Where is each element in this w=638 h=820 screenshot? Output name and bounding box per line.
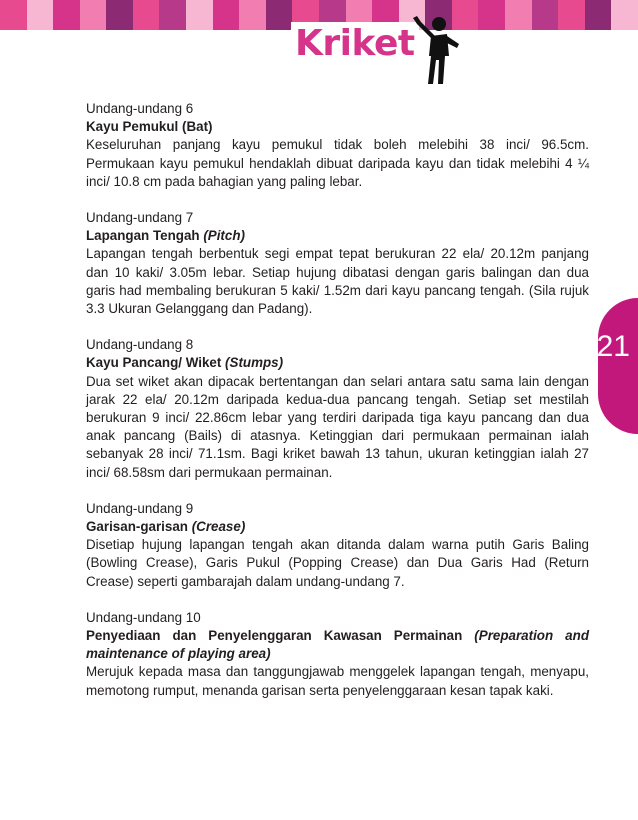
heading-text: Kayu Pemukul (Bat): [86, 119, 213, 135]
section-law-8: [86, 336, 589, 482]
heading-english: (Preparation and maintenance of playing area): [86, 628, 589, 662]
section-heading: [86, 118, 589, 136]
law-number: Undang-undang 7: [86, 210, 194, 226]
section-heading: [86, 354, 589, 372]
header-stripe: [159, 0, 186, 30]
heading-text: Kayu Pancang/ Wiket: [86, 355, 226, 371]
heading-english: (Stumps): [225, 355, 284, 371]
page-number: 21: [596, 330, 630, 363]
law-number: Undang-undang 9: [86, 500, 194, 516]
law-number: Undang-undang 6: [86, 101, 194, 116]
header-stripe: [611, 0, 638, 30]
section-heading: [86, 627, 589, 663]
section-body: Dua set wiket akan dipacak bertentangan dan selari antara satu sama lain dengan jarak 22 ela/ 20.12m daripada kedua-dua pancang tengah. Setiap set mestilah berukuran 9 inci/ 22.86cm lebar yang terdiri daripada tiga kayu pancang dan dua anak pancang (Bails) di atasnya. Ketinggian dari permukaan permainan ialah sebanyak 28 inci/ 71.1sm. Bagi kriket bawah 13 tahun, ukuran ketinggian ialah 27 inci/ 68.58sm dari permukaan permainan.: [86, 373, 589, 480]
header-stripe: [106, 0, 133, 30]
section-law-6: [86, 100, 589, 191]
header-stripe: [80, 0, 107, 30]
header-stripe: [0, 0, 27, 30]
header-stripe: [266, 0, 293, 30]
heading-english: (Pitch): [203, 228, 245, 244]
heading-english: (Crease): [191, 519, 246, 535]
header-stripe: [585, 0, 612, 30]
header-stripe: [53, 0, 80, 30]
section-body: Merujuk kepada masa dan tanggungjawab menggelek lapangan tengah, menyapu, memotong rumput, menanda garisan serta penyelenggaraan kesan tapak kaki.: [86, 664, 589, 698]
header-stripe: [133, 0, 160, 30]
section-body: Disetiap hujung lapangan tengah akan ditanda dalam warna putih Garis Baling (Bowling Crease), Garis Pukul (Popping Crease) dan Dua Garis Had (Return Crease) seperti gambarajah dalam undang-undang 7.: [86, 537, 589, 589]
section-law-9: [86, 500, 589, 591]
page-title: Kriket: [291, 22, 419, 66]
section-body: Keseluruhan panjang kayu pemukul tidak boleh melebihi 38 inci/ 96.5cm. Permukaan kayu pemukul hendaklah dibuat daripada kayu dan tidak melebihi 4 ¼ inci/ 10.8 cm pada bahagian yang paling lebar.: [86, 137, 589, 189]
header-stripe: [213, 0, 240, 30]
law-number: Undang-undang 10: [86, 609, 201, 625]
heading-text: Garisan-garisan: [86, 519, 192, 535]
header-stripe: [27, 0, 54, 30]
section-law-10: [86, 609, 589, 700]
header-stripe: [532, 0, 559, 30]
section-law-7: [86, 209, 589, 318]
page-number-tab: [598, 298, 638, 434]
cricket-batsman-icon: [409, 14, 469, 86]
section-body: Lapangan tengah berbentuk segi empat tepat berukuran 22 ela/ 20.12m panjang dan 10 kaki/ 3.05m lebar. Setiap hujung dibatasi dengan garis balingan dan dua garis had membaling berukuran 5 kaki/ 1.52m dari kayu pancang tengah. (Sila rujuk 3.3 Ukuran Gelanggang dan Padang).: [86, 246, 589, 317]
heading-text: Lapangan Tengah: [86, 228, 204, 244]
header-stripe: [558, 0, 585, 30]
header-stripe: [186, 0, 213, 30]
law-number: Undang-undang 8: [86, 337, 194, 353]
section-heading: [86, 227, 589, 245]
document-body: [86, 100, 589, 718]
heading-text: Penyediaan dan Penyelenggaran Kawasan Permainan: [86, 628, 475, 644]
section-heading: [86, 518, 589, 536]
header-stripe: [239, 0, 266, 30]
header-stripe: [505, 0, 532, 30]
header-stripe: [478, 0, 505, 30]
